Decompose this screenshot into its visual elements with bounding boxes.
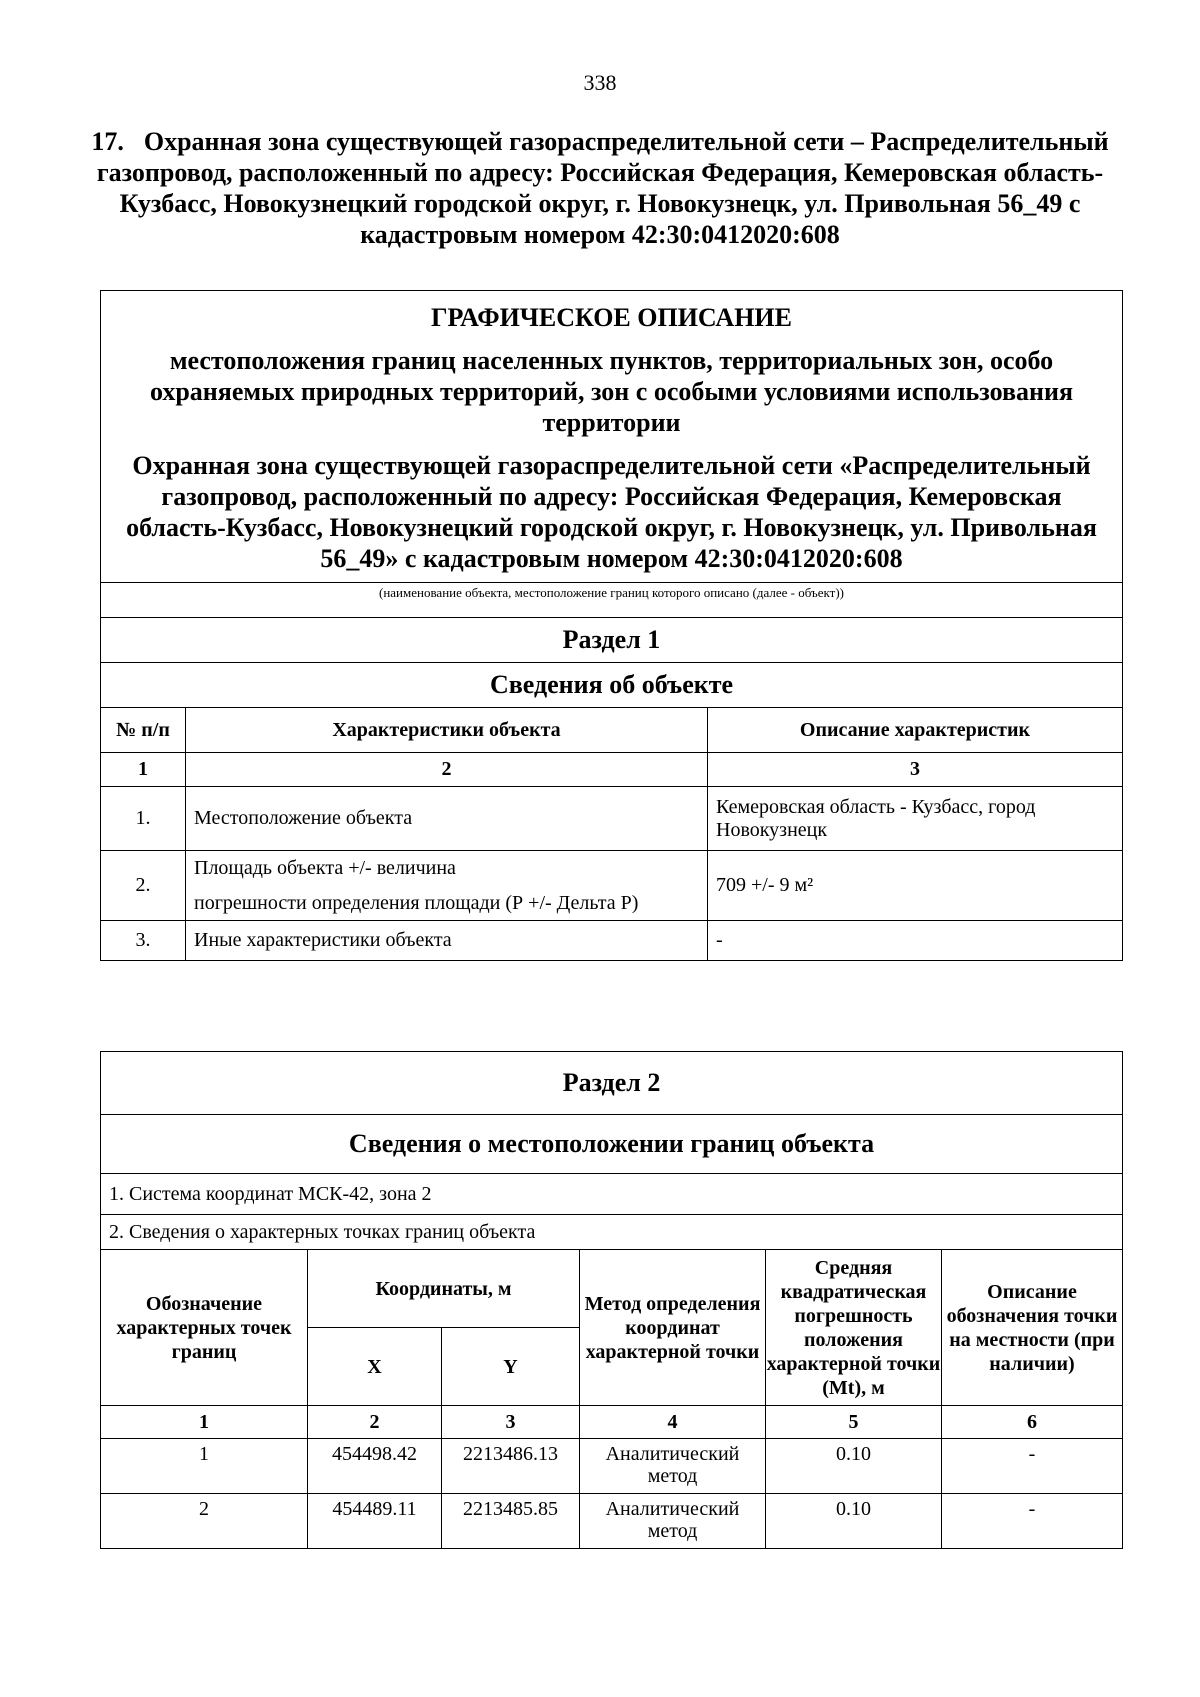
section1-number-row	[101, 753, 1123, 787]
point-designation: 1	[101, 1439, 308, 1494]
header-title: ГРАФИЧЕСКОЕ ОПИСАНИЕ	[101, 291, 1123, 340]
characteristic-name: Местоположение объекта	[186, 787, 708, 851]
section2-header-row	[101, 1250, 1123, 1328]
column-header: X	[308, 1328, 442, 1406]
table-row	[101, 1439, 1123, 1494]
column-number: 2	[186, 753, 708, 787]
characteristic-value: Кемеровская область - Кузбасс, город Новокузнецк	[708, 787, 1123, 851]
section1-title: Раздел 1	[101, 618, 1123, 663]
column-header: № п/п	[101, 708, 186, 753]
column-header: Y	[442, 1328, 580, 1406]
column-header: Обозначение характерных точек границ	[101, 1250, 308, 1406]
point-x: 454489.11	[308, 1494, 442, 1549]
column-header: Описание обозначения точки на местности (при наличии)	[942, 1250, 1123, 1406]
point-method: Аналитический метод	[580, 1494, 766, 1549]
coordinate-system: 1. Система координат МСК-42, зона 2	[101, 1174, 1123, 1215]
points-caption: 2. Сведения о характерных точках границ объекта	[101, 1215, 1123, 1250]
point-y: 2213486.13	[442, 1439, 580, 1494]
table-row	[101, 851, 1123, 921]
column-header: Метод определения координат характерной точки	[580, 1250, 766, 1406]
header-subtitle: местоположения границ населенных пунктов, территориальных зон, особо охраняемых природных территорий, зон с особыми условиями использования территории	[101, 339, 1123, 444]
section1-header-row	[101, 708, 1123, 753]
point-x: 454498.42	[308, 1439, 442, 1494]
characteristic-value: -	[708, 921, 1123, 961]
column-number: 3	[442, 1406, 580, 1439]
object-caption: (наименование объекта, местоположение границ которого описано (далее - объект))	[101, 583, 1123, 618]
characteristic-name	[186, 851, 708, 921]
column-header: Описание характеристик	[708, 708, 1123, 753]
row-number: 2.	[101, 851, 186, 921]
column-header: Характеристики объекта	[186, 708, 708, 753]
point-y: 2213485.85	[442, 1494, 580, 1549]
row-number: 3.	[101, 921, 186, 961]
section2-table	[100, 1051, 1123, 1549]
section2-number-row	[101, 1406, 1123, 1439]
point-error: 0.10	[766, 1494, 942, 1549]
column-number: 5	[766, 1406, 942, 1439]
header-table	[100, 290, 1123, 961]
document-title	[80, 126, 1120, 250]
characteristic-name: Иные характеристики объекта	[186, 921, 708, 961]
column-number: 2	[308, 1406, 442, 1439]
point-description: -	[942, 1439, 1123, 1494]
table-row	[101, 921, 1123, 961]
section2-subtitle: Сведения о местоположении границ объекта	[101, 1115, 1123, 1174]
title-number: 17.	[91, 127, 124, 156]
page-number: 338	[583, 70, 617, 95]
section1-subtitle: Сведения об объекте	[101, 663, 1123, 708]
characteristic-name-line: погрешности определения площади (Р +/- Дельта Р)	[194, 891, 639, 914]
point-description: -	[942, 1494, 1123, 1549]
column-number: 1	[101, 1406, 308, 1439]
section2-title: Раздел 2	[101, 1052, 1123, 1115]
point-error: 0.10	[766, 1439, 942, 1494]
title-text: Охранная зона существующей газораспределительной сети – Распределительный газопровод, расположенный по адресу: Российская Федерация, Кемеровская область-Кузбасс, Новокузнецкий городской округ, г. Новокузнецк, ул. Привольная 56_49 с кадастровым номером 42:30:0412020:608	[96, 127, 1109, 249]
column-number: 6	[942, 1406, 1123, 1439]
characteristic-name-line: Площадь объекта +/- величина	[194, 856, 456, 879]
table-row	[101, 1494, 1123, 1549]
point-method: Аналитический метод	[580, 1439, 766, 1494]
characteristic-value: 709 +/- 9 м²	[708, 851, 1123, 921]
column-header: Координаты, м	[308, 1250, 580, 1328]
row-number: 1.	[101, 787, 186, 851]
column-number: 3	[708, 753, 1123, 787]
table-row	[101, 787, 1123, 851]
point-designation: 2	[101, 1494, 308, 1549]
column-number: 4	[580, 1406, 766, 1439]
column-header: Средняя квадратическая погрешность положения характерной точки (Мt), м	[766, 1250, 942, 1406]
object-name: Охранная зона существующей газораспределительной сети «Распределительный газопровод, расположенный по адресу: Российская Федерация, Кемеровская область-Кузбасс, Новокузнецкий городской округ, г. Новокузнецк, ул. Привольная 56_49» с кадастровым номером 42:30:0412020:608	[101, 444, 1123, 583]
column-number: 1	[101, 753, 186, 787]
